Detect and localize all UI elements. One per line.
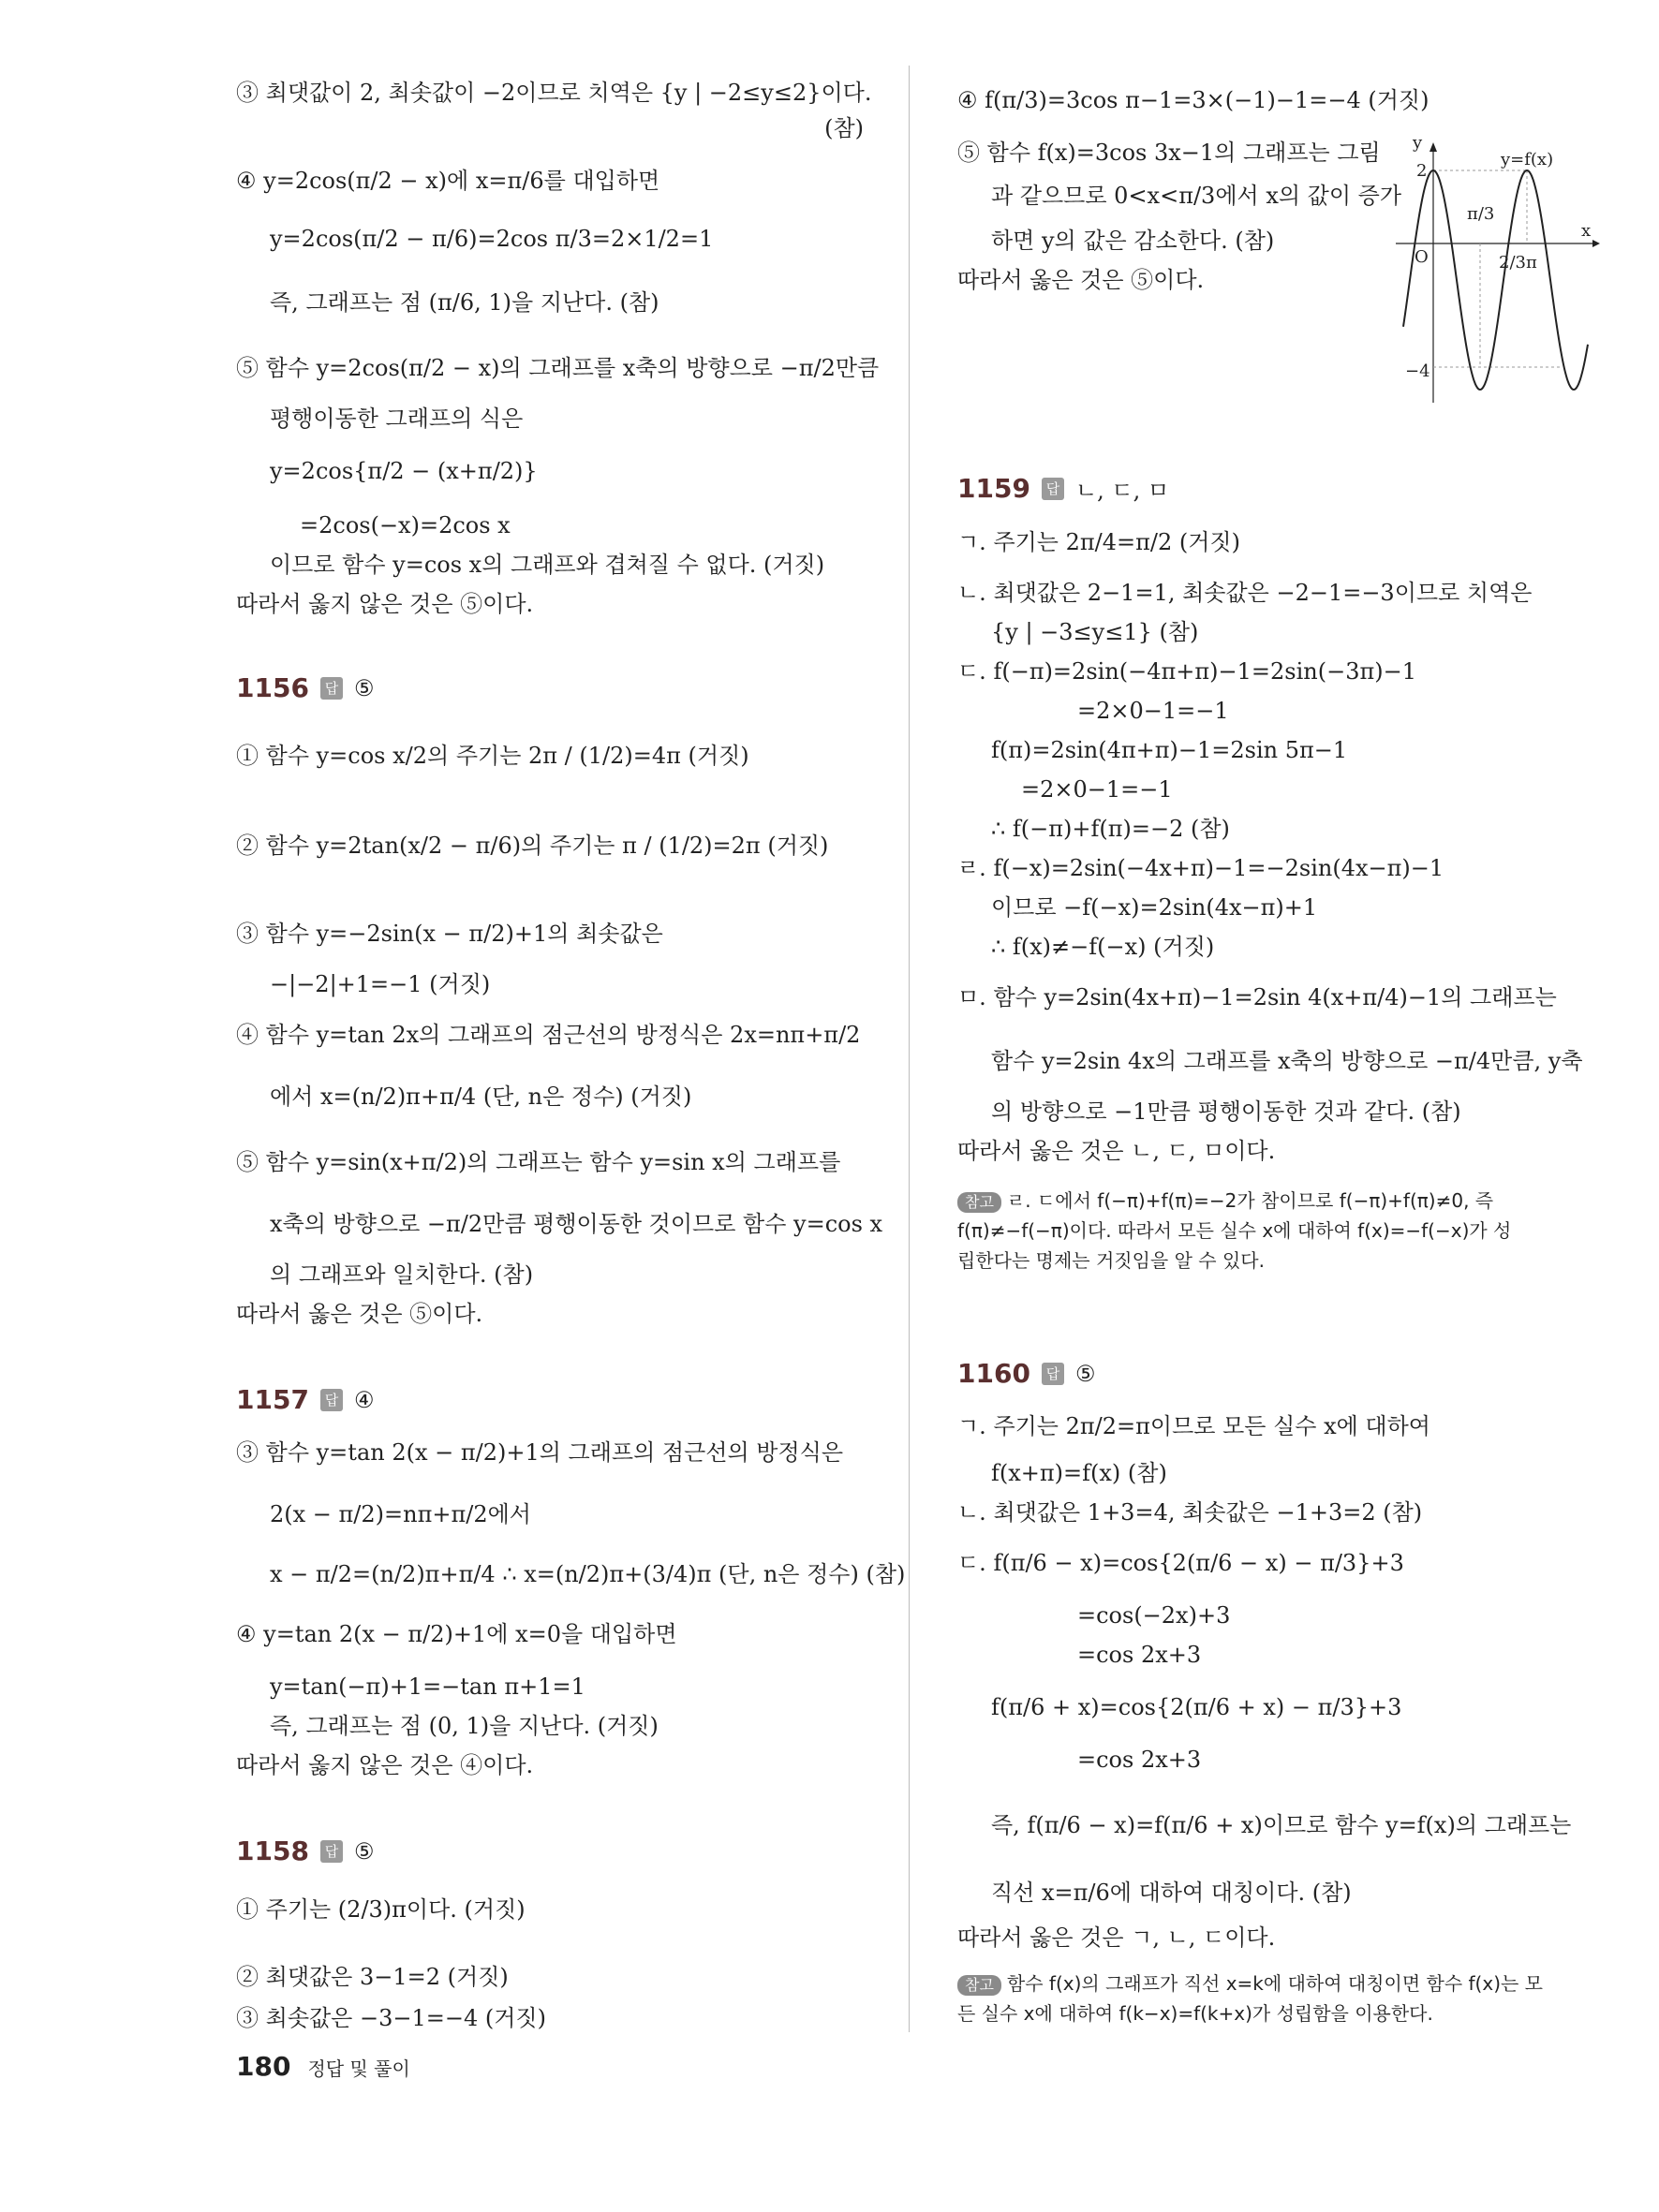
text-line: ④ y=2cos(π/2 − x)에 x=π/6를 대입하면	[236, 168, 660, 194]
cosine-graph	[1396, 131, 1602, 412]
text-line: ㄴ. 최댓값은 2−1=1, 최솟값은 −2−1=−3이므로 치역은	[957, 580, 1533, 606]
problem-header-1159	[957, 472, 1169, 505]
text-line: ④ y=tan 2(x − π/2)+1에 x=0을 대입하면	[236, 1621, 677, 1647]
answer-value: ⑤	[353, 1837, 375, 1865]
text-line: ㄹ. f(−x)=2sin(−4x+π)−1=−2sin(4x−π)−1	[957, 855, 1444, 881]
text-line: f(π/6 + x)=cos{2(π/6 + x) − π/3}+3	[991, 1694, 1402, 1720]
text-line: ③ 함수 y=−2sin(x − π/2)+1의 최솟값은	[236, 921, 663, 947]
answer-tag-icon: 답	[320, 1389, 343, 1411]
problem-number: 1156	[236, 672, 309, 703]
min-label: −4	[1405, 361, 1430, 381]
text-line: ② 최댓값은 3−1=2 (거짓)	[236, 1964, 509, 1990]
text-line: ⑤ 함수 y=2cos(π/2 − x)의 그래프를 x축의 방향으로 −π/2만큼	[236, 355, 880, 381]
x-axis-arrow-icon	[1592, 240, 1600, 247]
y-axis-label: y	[1413, 133, 1423, 153]
problem-header-1156	[236, 672, 374, 703]
text-line: (참)	[824, 115, 864, 141]
text-line: ① 함수 y=cos x/2의 주기는 2π / (1/2)=4π (거짓)	[236, 743, 749, 769]
problem-number: 1160	[957, 1358, 1030, 1389]
text-line: 따라서 옳은 것은 ㄴ, ㄷ, ㅁ이다.	[957, 1138, 1276, 1164]
text-line: ∴ f(−π)+f(π)=−2 (참)	[991, 816, 1230, 842]
text-line: =cos 2x+3	[1077, 1747, 1202, 1773]
x-axis-label: x	[1581, 221, 1592, 241]
text-line: =cos 2x+3	[1077, 1642, 1202, 1668]
reference-note	[957, 1186, 1511, 1276]
tick-2pi3-label: 2/3π	[1499, 253, 1537, 273]
note-badge: 참고	[957, 1975, 1001, 1996]
text-line: 즉, 그래프는 점 (0, 1)을 지난다. (거짓)	[270, 1713, 659, 1739]
text-line: =cos(−2x)+3	[1077, 1602, 1231, 1629]
note-text: ㄹ. ㄷ에서 f(−π)+f(π)=−2가 참이므로 f(−π)+f(π)≠0, 즉	[1006, 1189, 1494, 1212]
origin-label: O	[1415, 247, 1429, 267]
note-text: 함수 f(x)의 그래프가 직선 x=k에 대하여 대칭이면 함수 f(x)는 모	[1006, 1972, 1543, 1995]
text-line: x − π/2=(n/2)π+π/4 ∴ x=(n/2)π+(3/4)π (단, n은 정수) (참)	[270, 1561, 906, 1587]
answer-tag-icon: 답	[1042, 478, 1064, 500]
answer-value: ⑤	[1074, 1360, 1096, 1387]
text-line: ⑤ 함수 f(x)=3cos 3x−1의 그래프는 그림	[957, 140, 1381, 166]
y-axis-arrow-icon	[1429, 142, 1437, 152]
page-number: 180	[236, 2051, 291, 2082]
text-line: 함수 y=2sin 4x의 그래프를 x축의 방향으로 −π/4만큼, y축	[991, 1048, 1583, 1074]
text-line: 따라서 옳은 것은 ⑤이다.	[957, 267, 1205, 293]
text-line: 과 같으므로 0<x<π/3에서 x의 값이 증가	[991, 183, 1402, 209]
text-line: y=tan(−π)+1=−tan π+1=1	[270, 1674, 585, 1700]
problem-header-1158	[236, 1836, 374, 1866]
text-line: ⑤ 함수 y=sin(x+π/2)의 그래프는 함수 y=sin x의 그래프를	[236, 1149, 841, 1175]
problem-number: 1158	[236, 1836, 309, 1866]
text-line: ㄱ. 주기는 2π/4=π/2 (거짓)	[957, 529, 1240, 555]
text-line: −|−2|+1=−1 (거짓)	[270, 971, 491, 997]
note-text: 립한다는 명제는 거짓임을 알 수 있다.	[957, 1249, 1265, 1272]
answer-value: ㄴ, ㄷ, ㅁ	[1074, 478, 1170, 504]
page-footer	[236, 2051, 410, 2082]
problem-header-1157	[236, 1384, 374, 1415]
text-line: 따라서 옳지 않은 것은 ④이다.	[236, 1752, 534, 1778]
text-line: 평행이동한 그래프의 식은	[270, 406, 524, 432]
tick-pi3-label: π/3	[1467, 204, 1495, 224]
text-line: x축의 방향으로 −π/2만큼 평행이동한 것이므로 함수 y=cos x	[270, 1211, 883, 1237]
text-line: ③ 함수 y=tan 2(x − π/2)+1의 그래프의 점근선의 방정식은	[236, 1439, 844, 1466]
note-badge: 참고	[957, 1192, 1001, 1213]
note-text: 든 실수 x에 대하여 f(k−x)=f(k+x)가 성립함을 이용한다.	[957, 2002, 1433, 2025]
text-line: 따라서 옳지 않은 것은 ⑤이다.	[236, 591, 534, 617]
curve-label: y=f(x)	[1501, 150, 1554, 170]
function-curve	[1403, 170, 1588, 390]
max-label: 2	[1416, 161, 1428, 181]
text-line: ④ 함수 y=tan 2x의 그래프의 점근선의 방정식은 2x=nπ+π/2	[236, 1022, 861, 1048]
text-line: 따라서 옳은 것은 ⑤이다.	[236, 1301, 483, 1327]
text-line: ① 주기는 (2/3)π이다. (거짓)	[236, 1896, 526, 1923]
text-line: =2×0−1=−1	[1077, 698, 1229, 724]
text-line: ④ f(π/3)=3cos π−1=3×(−1)−1=−4 (거짓)	[957, 87, 1429, 113]
answer-value: ⑤	[353, 674, 375, 701]
note-text: f(π)≠−f(−π)이다. 따라서 모든 실수 x에 대하여 f(x)=−f(−x)가 성	[957, 1219, 1512, 1242]
text-line: ㄴ. 최댓값은 1+3=4, 최솟값은 −1+3=2 (참)	[957, 1499, 1423, 1526]
footer-label: 정답 및 풀이	[307, 2057, 410, 2080]
text-line: =2cos(−x)=2cos x	[300, 512, 511, 538]
text-line: y=2cos(π/2 − π/6)=2cos π/3=2×1/2=1	[270, 226, 714, 252]
text-line: 2(x − π/2)=nπ+π/2에서	[270, 1501, 531, 1527]
text-line: ③ 최솟값은 −3−1=−4 (거짓)	[236, 2005, 546, 2031]
reference-note	[957, 1969, 1543, 2028]
problem-number: 1157	[236, 1384, 309, 1415]
text-line: 이므로 −f(−x)=2sin(4x−π)+1	[991, 894, 1318, 921]
text-line: 즉, f(π/6 − x)=f(π/6 + x)이므로 함수 y=f(x)의 그래프는	[991, 1812, 1572, 1838]
answer-value: ④	[353, 1386, 375, 1413]
text-line: ③ 최댓값이 2, 최솟값이 −2이므로 치역은 {y | −2≤y≤2}이다.	[236, 80, 872, 106]
text-line: =2×0−1=−1	[1021, 776, 1173, 803]
text-line: ㄷ. f(π/6 − x)=cos{2(π/6 − x) − π/3}+3	[957, 1550, 1404, 1576]
text-line: f(x+π)=f(x) (참)	[991, 1460, 1167, 1486]
problem-number: 1159	[957, 473, 1030, 504]
text-line: y=2cos{π/2 − (x+π/2)}	[270, 458, 538, 484]
text-line: 직선 x=π/6에 대하여 대칭이다. (참)	[991, 1880, 1352, 1906]
text-line: 에서 x=(n/2)π+π/4 (단, n은 정수) (거짓)	[270, 1084, 692, 1110]
text-line: 이므로 함수 y=cos x의 그래프와 겹쳐질 수 없다. (거짓)	[270, 552, 825, 578]
text-line: 따라서 옳은 것은 ㄱ, ㄴ, ㄷ이다.	[957, 1924, 1276, 1951]
text-line: 즉, 그래프는 점 (π/6, 1)을 지난다. (참)	[270, 289, 659, 316]
problem-header-1160	[957, 1358, 1095, 1389]
text-line: 의 그래프와 일치한다. (참)	[270, 1261, 534, 1288]
answer-tag-icon: 답	[320, 1840, 343, 1863]
answer-tag-icon: 답	[1042, 1363, 1064, 1385]
text-line: f(π)=2sin(4π+π)−1=2sin 5π−1	[991, 737, 1348, 763]
text-line: 하면 y의 값은 감소한다. (참)	[991, 228, 1275, 254]
text-line: ㅁ. 함수 y=2sin(4x+π)−1=2sin 4(x+π/4)−1의 그래프는	[957, 984, 1557, 1010]
text-line: ② 함수 y=2tan(x/2 − π/6)의 주기는 π / (1/2)=2π (거짓)	[236, 833, 829, 859]
text-line: ㄱ. 주기는 2π/2=π이므로 모든 실수 x에 대하여	[957, 1413, 1430, 1439]
answer-tag-icon: 답	[320, 677, 343, 700]
text-line: ∴ f(x)≠−f(−x) (거짓)	[991, 934, 1215, 960]
text-line: ㄷ. f(−π)=2sin(−4π+π)−1=2sin(−3π)−1	[957, 658, 1416, 685]
text-line: 의 방향으로 −1만큼 평행이동한 것과 같다. (참)	[991, 1099, 1461, 1125]
column-divider	[909, 66, 910, 2032]
text-line: {y | −3≤y≤1} (참)	[991, 619, 1199, 645]
